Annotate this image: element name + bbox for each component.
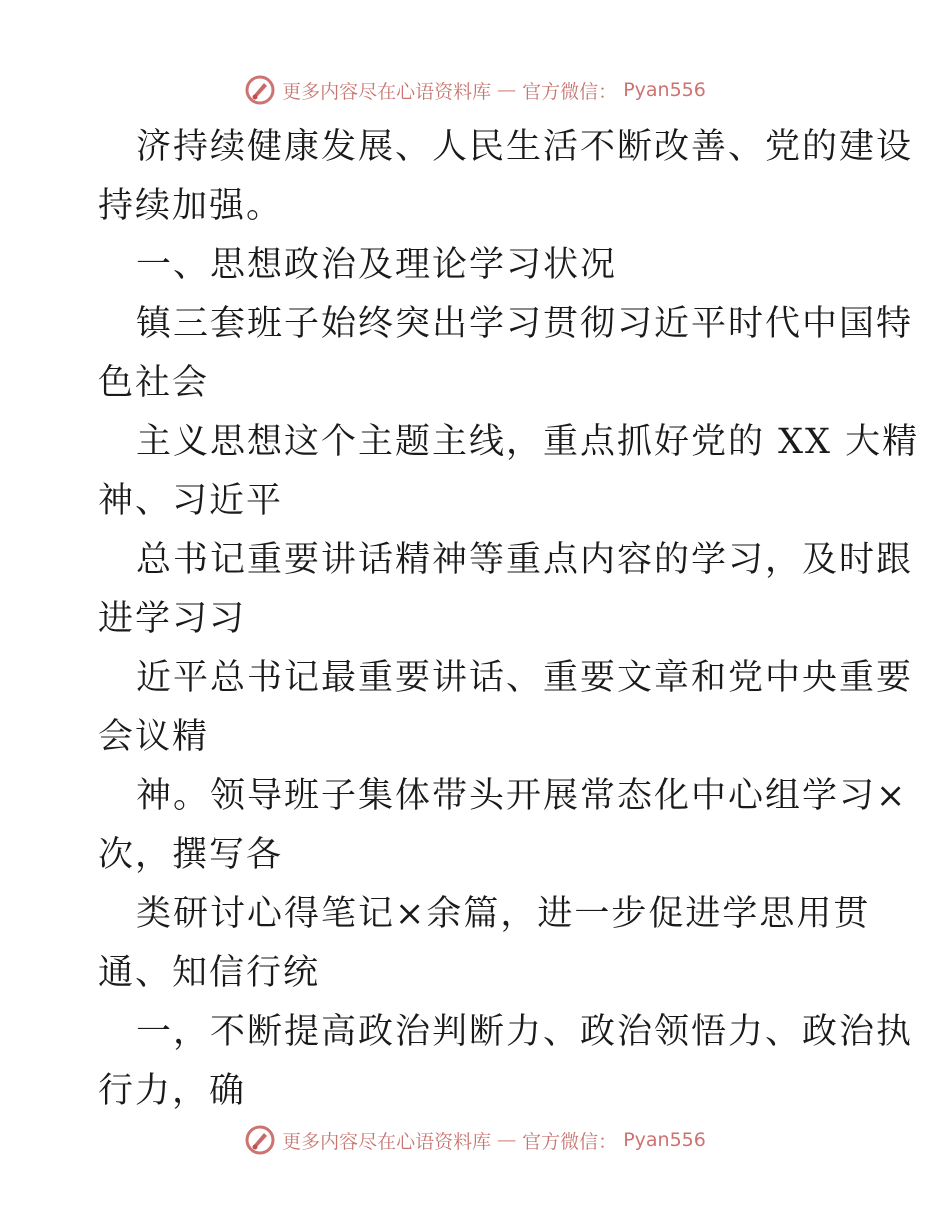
watermark-sub-text: 官方微信： — [522, 80, 618, 103]
watermark-id: Pyan556 — [623, 1129, 706, 1151]
text-line: 神。领导班子集体带头开展常态化中心组学习× — [136, 776, 908, 816]
text-line: 镇三套班子始终突出学习贯彻习近平时代中国特 — [136, 304, 914, 344]
watermark-main-text: 更多内容尽在心语资料库 — [282, 80, 492, 103]
text-line: 济持续健康发展、人民生活不断改善、党的建设 — [136, 127, 914, 167]
text-line: 神、习近平 — [98, 481, 284, 521]
watermark-id: Pyan556 — [623, 79, 706, 101]
text-line: 总书记重要讲话精神等重点内容的学习，及时跟 — [136, 540, 914, 580]
text-line: 类研讨心得笔记×余篇，进一步促进学思用贯 — [136, 894, 871, 934]
watermark-separator: — — [497, 1129, 517, 1151]
section-heading: 一、思想政治及理论学习状况 — [136, 245, 618, 285]
text-line: 会议精 — [98, 717, 210, 757]
text-line: 一，不断提高政治判断力、政治领悟力、政治执 — [136, 1012, 914, 1052]
watermark-main-text: 更多内容尽在心语资料库 — [282, 1130, 492, 1153]
text-line: 近平总书记最重要讲话、重要文章和党中央重要 — [136, 658, 914, 698]
text-line: 行力，确 — [98, 1071, 247, 1111]
text-line: 进学习习 — [98, 599, 247, 639]
text-line: 色社会 — [98, 363, 210, 403]
brush-seal-icon — [244, 1124, 276, 1156]
watermark-sub-text: 官方微信： — [522, 1130, 618, 1153]
text-line: 通、知信行统 — [98, 953, 321, 993]
text-line: 次，撰写各 — [98, 835, 284, 875]
text-line: 持续加强。 — [98, 186, 284, 226]
brush-seal-icon — [244, 74, 276, 106]
text-line: 主义思想这个主题主线，重点抓好党的 XX 大精 — [136, 422, 920, 462]
header-watermark — [0, 70, 950, 110]
watermark-separator: — — [497, 79, 517, 101]
footer-watermark — [0, 1120, 950, 1160]
body-text — [98, 118, 920, 1121]
